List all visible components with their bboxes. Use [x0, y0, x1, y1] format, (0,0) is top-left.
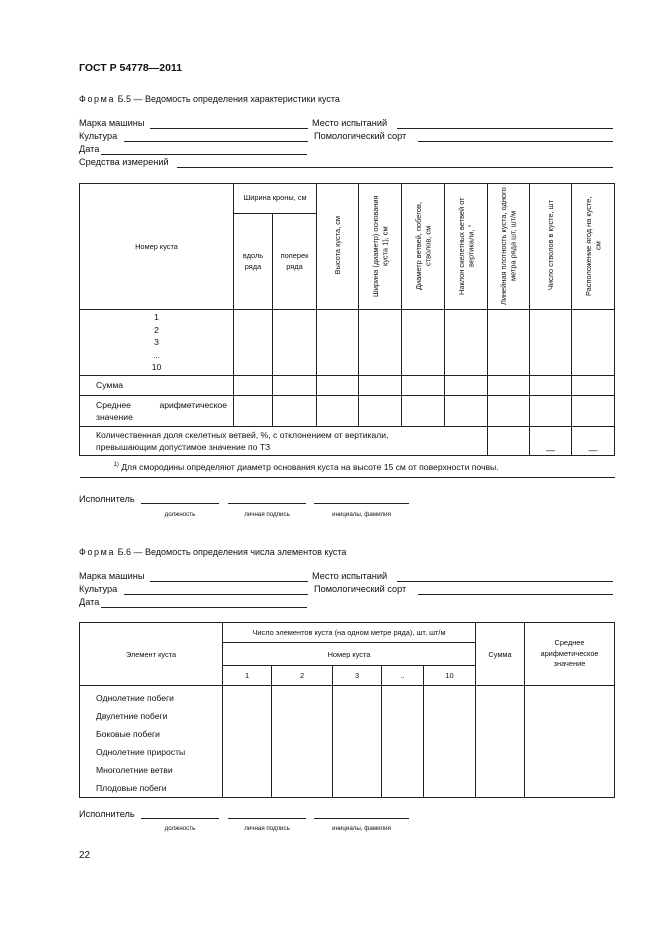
form6-machine-label: Марка машины: [79, 571, 145, 581]
element-list: [80, 686, 223, 798]
form6-position-caption: должность: [164, 825, 196, 832]
form6-initials-caption: инициалы, фамилия: [332, 825, 391, 832]
dash-2: —: [572, 427, 615, 456]
table-row: [80, 686, 615, 798]
sum-label: Сумма: [80, 376, 234, 396]
element-row-4: Однолетние приросты: [96, 747, 186, 757]
form6-pomological-line[interactable]: [418, 594, 613, 595]
table-row-mean: [80, 396, 615, 427]
table-row-fraction: [80, 427, 615, 456]
table-row-sum: [80, 376, 615, 396]
col-count: Число элементов куста (на одном метре ряда), шт, шт/м: [223, 623, 476, 643]
bush-numbers: [80, 310, 234, 376]
bush-col-3: 3: [333, 666, 382, 686]
form5-signature-caption: личная подпись: [244, 511, 290, 518]
form6-performer-label: Исполнитель: [79, 809, 135, 819]
col-along: вдоль ряда: [234, 214, 273, 310]
form5-place-label: Место испытаний: [312, 118, 388, 128]
bush-col-2: 2: [272, 666, 333, 686]
form6-culture-line[interactable]: [124, 594, 308, 595]
document-header: ГОСТ Р 54778—2011: [79, 62, 183, 74]
col-mean: Среднее арифметическое значение: [525, 623, 615, 686]
form6-position-line[interactable]: [141, 818, 219, 819]
col-bush-number: Номер куста: [80, 184, 234, 310]
element-row-2: Двулетние побеги: [96, 711, 168, 721]
form5-pomological-line[interactable]: [418, 141, 613, 142]
form5-date-label: Дата: [79, 144, 100, 154]
col-incline: Наклон скелетных ветвей от вертикали, °: [445, 184, 488, 310]
form5-initials-line[interactable]: [314, 503, 409, 504]
form5-instruments-line[interactable]: [177, 167, 613, 168]
mean-label: Среднее арифметическое значение: [80, 396, 234, 427]
form5-instruments-label: Средства измерений: [79, 157, 169, 167]
form5-caption-word: Форма: [79, 94, 116, 104]
col-trunks: Число стволов в кусте, шт: [530, 184, 572, 310]
bush-col-ellipsis: ..: [382, 666, 424, 686]
bush-col-1: 1: [223, 666, 272, 686]
footnote: $^{1)}$ Для смородины определяют диаметр основания куста на высоте 15 см от поверхности почвы.: [80, 456, 615, 478]
page-number: 22: [79, 850, 91, 861]
form5-pomological-label: Помологический сорт: [314, 131, 407, 141]
form5-position-line[interactable]: [141, 503, 219, 504]
col-bush-num: Номер куста: [223, 643, 476, 666]
form6-date-label: Дата: [79, 597, 100, 607]
form5-table: [79, 183, 615, 478]
table-row: [80, 310, 615, 376]
form6-machine-line[interactable]: [150, 581, 308, 582]
form6-pomological-label: Помологический сорт: [314, 584, 407, 594]
col-location: Расположение ягод на кусте, см: [572, 184, 615, 310]
form6-caption-rest: Б.6 — Ведомость определения числа элементов куста: [117, 547, 347, 557]
col-across: поперек ряда: [273, 214, 317, 310]
form5-initials-caption: инициалы, фамилия: [332, 511, 391, 518]
form6-signature-caption: личная подпись: [244, 825, 290, 832]
element-row-1: Однолетние побеги: [96, 693, 174, 703]
form5-performer-label: Исполнитель: [79, 494, 135, 504]
form6-caption-word: Форма: [79, 547, 116, 557]
bush-number-3: 3: [154, 337, 159, 348]
form5-place-line[interactable]: [397, 128, 613, 129]
fraction-label: Количественная доля скелетных ветвей, %, с отклонением от вертикали, превышающим допустимое значение по ТЗ: [80, 427, 488, 456]
form6-date-line[interactable]: [101, 607, 307, 608]
element-row-3: Боковые побеги: [96, 729, 160, 739]
col-branch-diameter: Диаметр ветвей, побегов, стволов, см: [402, 184, 445, 310]
form5-caption: [79, 94, 340, 104]
col-crown-width: Ширина кроны, см: [234, 184, 317, 214]
form5-caption-rest: Б.5 — Ведомость определения характеристики куста: [117, 94, 340, 104]
bush-col-10: 10: [424, 666, 476, 686]
col-element: Элемент куста: [80, 623, 223, 686]
bush-number-ellipsis: ...: [152, 349, 161, 360]
form5-culture-line[interactable]: [124, 141, 308, 142]
form6-place-line[interactable]: [397, 581, 613, 582]
col-height: Высота куста, см: [317, 184, 359, 310]
form6-place-label: Место испытаний: [312, 571, 388, 581]
form6-initials-line[interactable]: [314, 818, 409, 819]
form6-culture-label: Культура: [79, 584, 118, 594]
form5-position-caption: должность: [164, 511, 196, 518]
col-sum: Сумма: [476, 623, 525, 686]
form5-machine-line[interactable]: [150, 128, 308, 129]
element-row-5: Многолетние ветви: [96, 765, 173, 775]
col-linear-density: Линейная плотность куста, одного метра ряда шт, шт/м: [488, 184, 530, 310]
bush-number-1: 1: [154, 312, 159, 323]
element-row-6: Плодовые побеги: [96, 783, 167, 793]
col-base-width: Ширина (диаметр) основания куста 1), см: [359, 184, 402, 310]
form6-table: [79, 622, 615, 798]
bush-number-10: 10: [151, 362, 162, 373]
form5-signature-line[interactable]: [228, 503, 306, 504]
form5-date-line[interactable]: [101, 154, 307, 155]
form5-culture-label: Культура: [79, 131, 118, 141]
form6-caption: [79, 547, 346, 557]
form6-signature-line[interactable]: [228, 818, 306, 819]
dash-1: —: [530, 427, 572, 456]
bush-number-2: 2: [154, 324, 159, 335]
form5-machine-label: Марка машины: [79, 118, 145, 128]
